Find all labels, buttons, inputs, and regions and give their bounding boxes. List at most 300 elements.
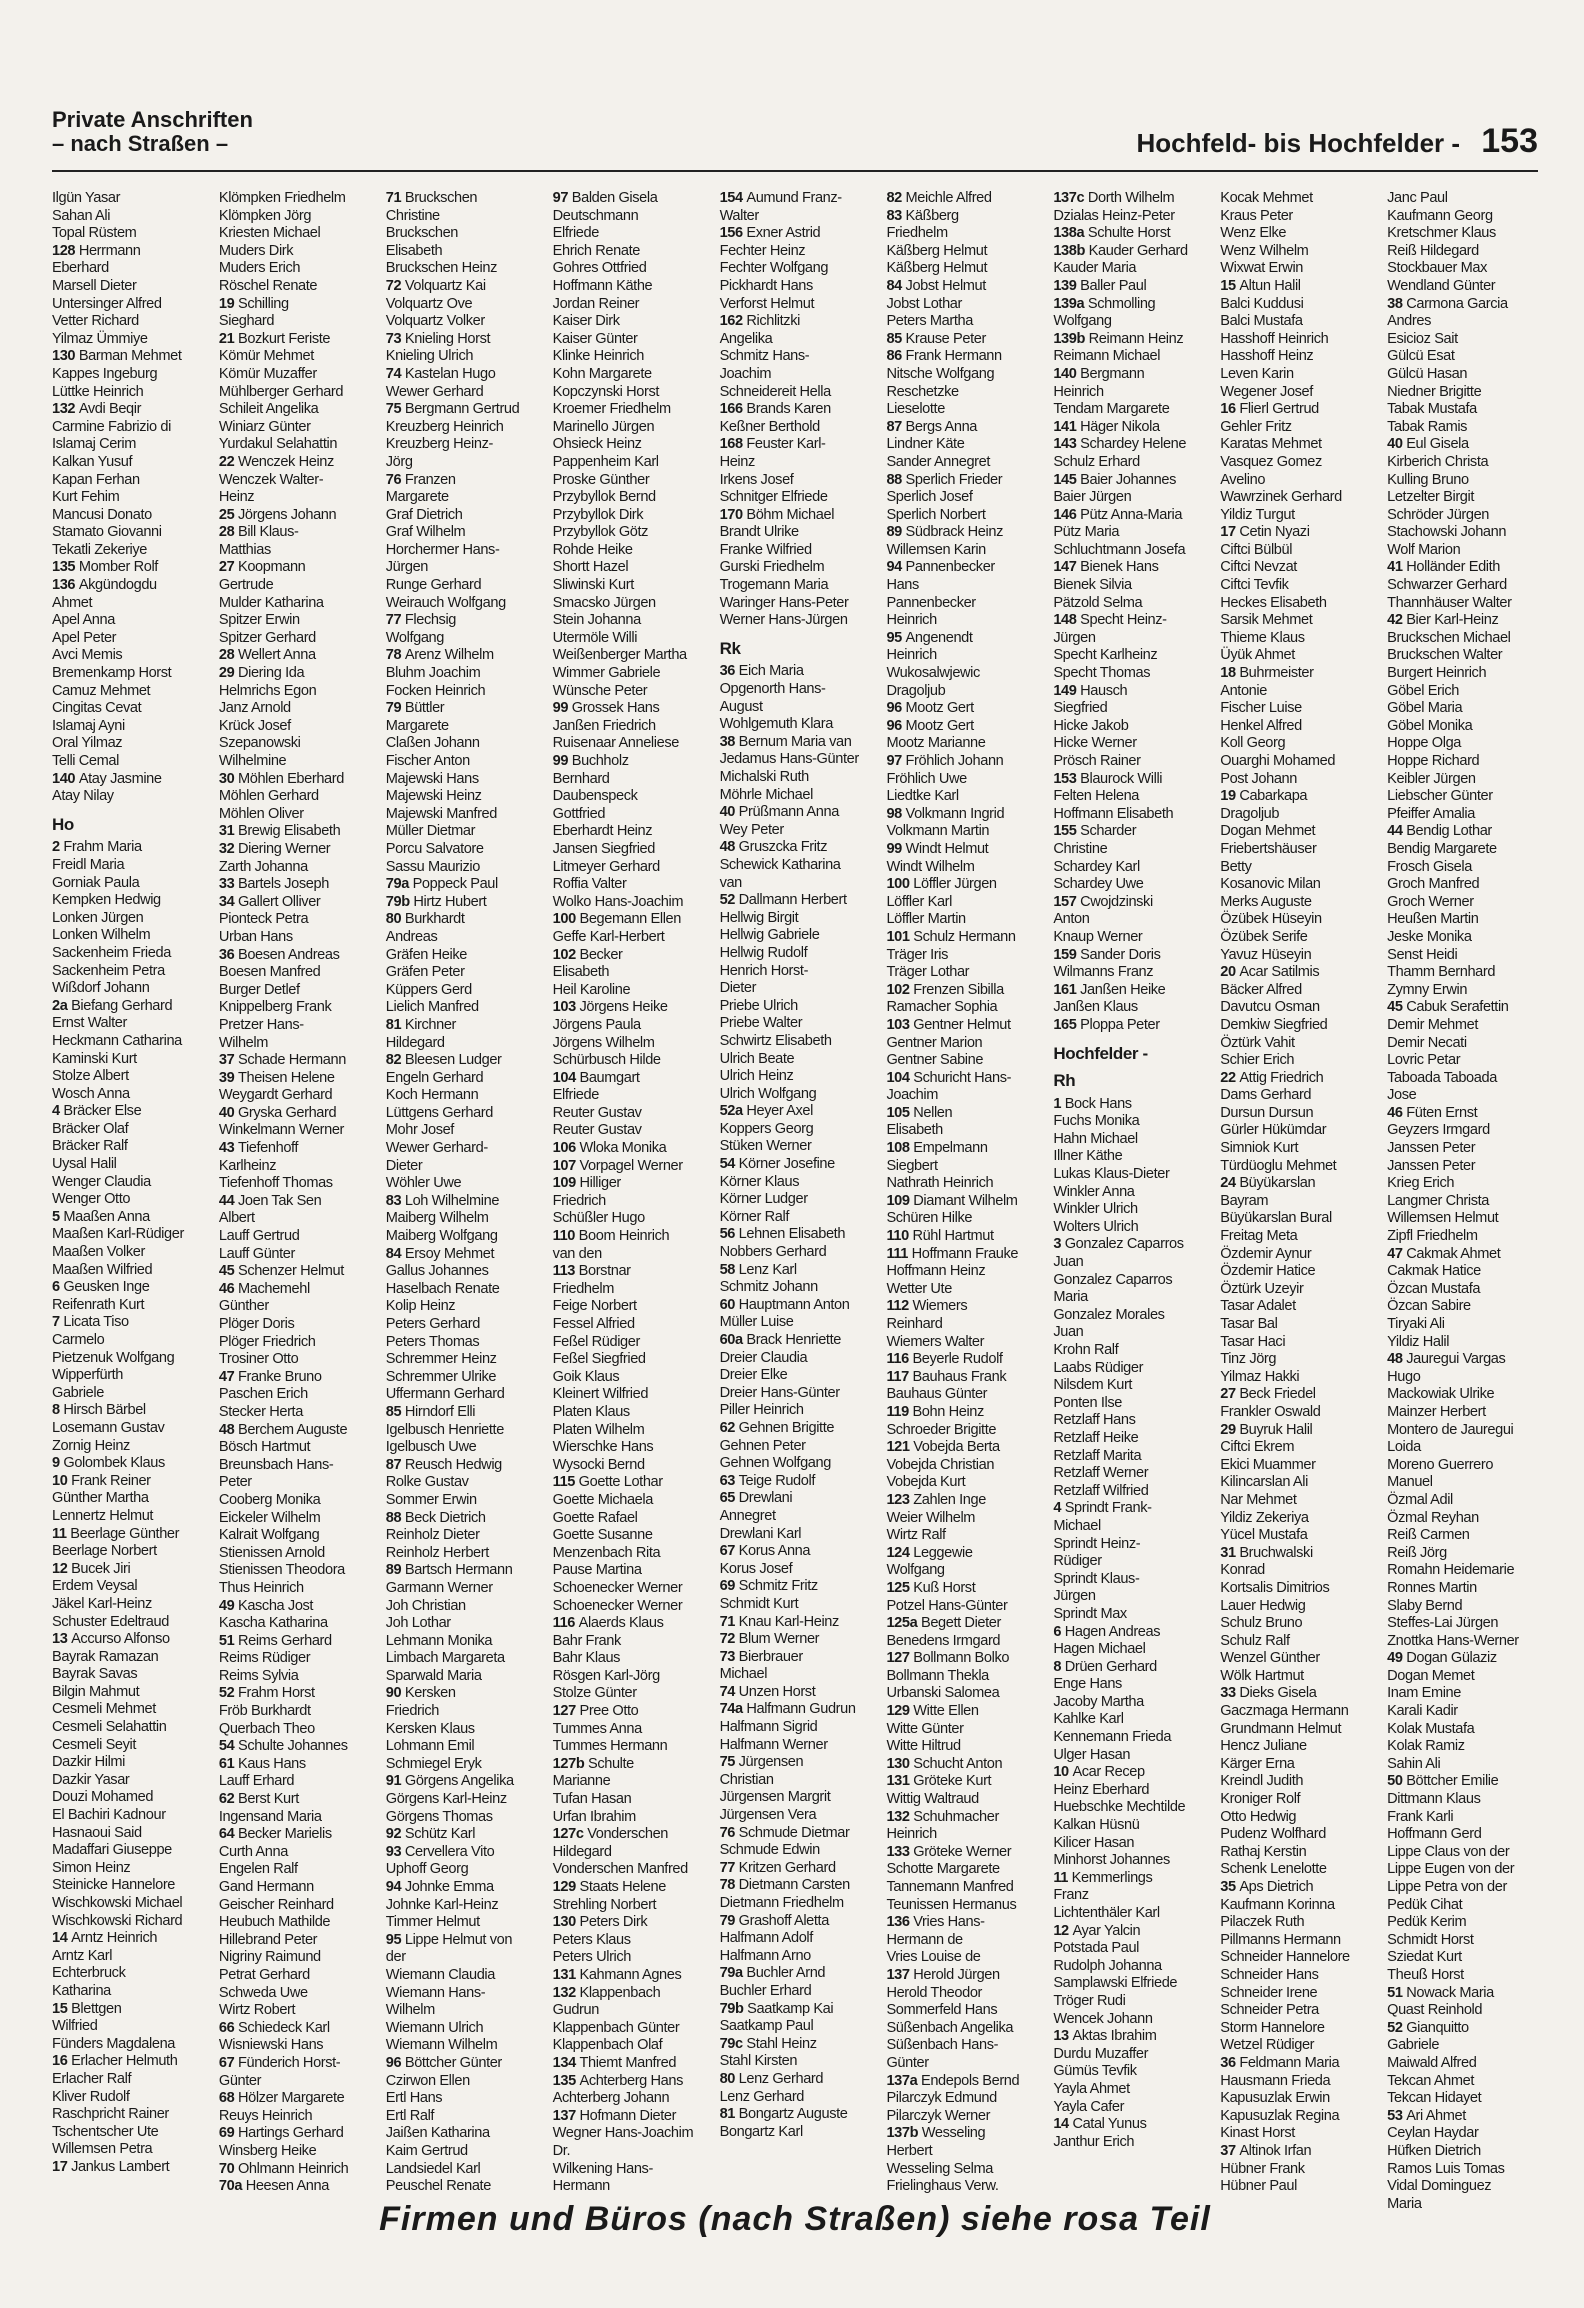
directory-entry: Drewlani Karl [719,1525,802,1542]
directory-entry: Stecker Herta [218,1403,303,1420]
directory-entry: 79 Grashoff Aletta [719,1912,829,1929]
directory-entry: Apel Anna [52,612,115,629]
directory-entry: Geyzers Irmgard [1387,1122,1490,1139]
directory-entry: Lielich Manfred [385,999,479,1016]
directory-entry: Janßen Friedrich [552,717,656,734]
directory-entry: Heckmann Catharina [52,1032,182,1049]
directory-entry: Cakmak Hatice [1387,1263,1481,1280]
directory-entry: 127 Bollmann Bolko [886,1650,1010,1667]
directory-entry: Shortt Hazel [552,559,629,576]
directory-entry: 127b Schulte Marianne [552,1755,634,1790]
directory-entry: Mancusi Donato [52,506,152,523]
directory-entry: Gräfen Peter [385,964,465,981]
directory-entry: Maiberg Wolfgang [385,1228,498,1245]
directory-entry: Özdemir Aynur [1220,1245,1312,1262]
directory-entry: Sackenheim Petra [52,962,165,979]
directory-entry: 12 Bucek Jiri [52,1560,131,1577]
directory-entry: Reschetzke Lieselotte [886,383,959,418]
directory-entry: Bahr Klaus [552,1650,621,1667]
directory-entry: 18 Buhrmeister Antonie [1220,665,1314,699]
directory-entry: 67 Fünderich Horst- Günter [218,2054,341,2089]
directory-entry: Peters Thomas [385,1333,480,1350]
directory-entry: Freitag Meta [1220,1228,1298,1245]
directory-entry: Mainzer Herbert [1387,1403,1486,1420]
directory-entry: Hencz Juliane [1220,1738,1307,1755]
directory-entry: Ouarghi Mohamed [1220,753,1336,769]
directory-entry: Schweda Uwe [218,1984,308,2001]
directory-entry: Pütz Maria [1053,524,1120,541]
directory-entry: Schwirtz Elisabeth [719,1032,832,1049]
directory-entry: Echterbruck Katharina [52,1965,126,1999]
directory-entry: 36 Feldmann Maria [1220,2054,1340,2071]
directory-entry: 14 Arntz Heinrich [52,1930,158,1947]
directory-entry: Przybyllok Dirk [552,506,644,523]
directory-entry: Kolak Mustafa [1387,1720,1475,1737]
footer-note: Firmen und Büros (nach Straßen) siehe rosa Teil [379,2200,1211,2238]
directory-entry: Atay Nilay [52,788,114,805]
directory-entry: Ulrich Wolfgang [719,1085,817,1102]
directory-entry: Wukosalwjewic Dragoljub [886,665,980,699]
directory-entry: Kalrait Wolfgang [218,1527,320,1544]
directory-entry: Storm Hannelore [1220,2019,1325,2036]
directory-entry: 125 Kuß Horst [886,1579,976,1596]
street-range: Hochfeld- bis Hochfelder - [1136,128,1461,158]
directory-entry: Käßberg Helmut [886,260,988,277]
directory-entry: Görgens Thomas [385,1808,493,1825]
directory-entry: 139b Reimann Heinz [1053,330,1184,347]
directory-entry: Igelbusch Uwe [385,1439,477,1456]
directory-entry: Groch Manfred [1387,876,1480,893]
directory-entry: 85 Hirndorf Elli [385,1403,476,1420]
directory-entry: 15 Blettgen Wilfried [52,2000,122,2035]
directory-entry: 49 Kascha Jost [218,1597,314,1614]
directory-entry: 132 Avdi Beqir [52,401,142,418]
directory-entry: Knippelberg Frank [218,999,332,1016]
directory-entry: Bösch Hartmut [218,1439,311,1456]
directory-column [1053,190,1220,2198]
directory-entry: 49 Dogan Gülaziz [1387,1650,1497,1667]
directory-entry: 60 Hauptmann Anton [719,1296,850,1313]
directory-entry: Lindner Käte [886,436,965,453]
directory-entry: 99 Buchholz Bernhard [552,753,629,787]
directory-entry: 136 Akgündogdu Ahmet [52,577,157,611]
directory-entry: Jörgens Wilhelm [552,1034,655,1051]
directory-entry: Czirwon Ellen [385,2072,470,2089]
directory-entry: Schneidereit Hella [719,383,831,400]
directory-entry: 80 Burkhardt Andreas [385,911,465,945]
directory-entry: Querbach Theo [218,1720,315,1737]
directory-entry: Kennemann Frieda [1053,1729,1172,1746]
directory-entry: Hicke Jakob [1053,717,1129,734]
directory-entry: 71 Bruckschen Christine [385,190,478,224]
directory-entry: Weier Wilhelm [886,1509,976,1526]
directory-column [1387,190,1554,2212]
directory-entry: 137c Dorth Wilhelm [1053,190,1175,206]
directory-entry: Lichtenthäler Karl [1053,1905,1160,1921]
directory-entry: Maiwald Alfred [1387,2054,1477,2071]
directory-entry: 31 Bruchwalski Konrad [1220,1544,1313,1579]
directory-entry: Slaby Bernd [1387,1597,1463,1614]
directory-entry: Sackenheim Frieda [52,944,171,961]
directory-entry: Davutcu Osman [1220,999,1320,1016]
directory-entry: Fischer Luise [1220,700,1302,717]
directory-entry: Thamm Bernhard [1387,964,1496,981]
directory-entry: Hoppe Olga [1387,735,1462,752]
directory-entry: Kreuzberg Heinrich [385,418,504,435]
directory-entry: Thannhäuser Walter [1387,594,1512,611]
directory-entry: Igelbusch Henriette [385,1421,504,1438]
directory-entry: Heil Karoline [552,981,631,998]
directory-entry: Schmidt Horst [1387,1931,1474,1948]
directory-entry: Schwarzer Gerhard [1387,577,1507,594]
directory-entry: 98 Volkmann Ingrid [886,805,1005,822]
directory-entry: Majewski Hans [385,770,479,787]
directory-entry: Tabak Mustafa [1387,401,1477,418]
directory-entry: 38 Bernum Maria van [719,733,852,750]
directory-entry: Ceylan Haydar [1387,2125,1479,2142]
directory-entry: Yilmaz Ümmiye [52,330,148,347]
directory-entry: Durdu Muzaffer [1053,2045,1149,2062]
directory-entry: Wewer Gerhard [385,383,484,400]
directory-entry: Stamato Giovanni [52,524,162,541]
directory-entry: Achterberg Johann [552,2090,670,2107]
directory-entry: 65 Drewlani Annegret [719,1490,793,1524]
directory-entry: Krohn Ralf [1053,1342,1119,1358]
directory-entry: Sliwinski Kurt [552,577,634,594]
directory-entry: 40 Prüßmann Anna [719,804,839,821]
directory-entry: Janssen Peter [1387,1157,1476,1174]
directory-entry: Schremmer Ulrike [385,1368,497,1385]
directory-entry: 116 Alaerds Klaus [552,1615,664,1632]
directory-entry: 76 Schmude Dietmar [719,1824,850,1841]
directory-entry: Joh Lothar [385,1615,451,1632]
directory-entry: Halfmann Adolf [719,1930,813,1947]
directory-entry: 79a Buchler Arnd [719,1965,826,1982]
directory-entry: 48 Gruszcka Fritz [719,839,828,856]
directory-entry: Spitzer Erwin [218,612,300,629]
directory-entry: Untersinger Alfred [52,295,162,312]
directory-entry: Reiß Carmen [1387,1527,1470,1544]
directory-entry: Leven Karin [1220,365,1294,382]
directory-entry: Szepanowski Wilhelmine [218,735,301,769]
directory-entry: Madaffari Giuseppe [52,1842,172,1859]
directory-entry: 140 Bergmann Heinrich [1053,365,1145,400]
directory-entry: 38 Carmona Garcia Andres [1387,295,1508,330]
directory-entry: 70 Ohlmann Heinrich [218,2160,349,2177]
directory-entry: Wenger Claudia [52,1173,151,1190]
directory-entry: Nar Mehmet [1220,1491,1297,1508]
directory-entry: Bräcker Olaf [52,1120,129,1137]
directory-entry: Ohsieck Heinz [552,436,642,453]
directory-entry: Oral Yilmaz [52,735,123,752]
directory-entry: 154 Aumund Franz- Walter [719,190,842,224]
directory-entry: Irkens Josef [719,471,794,488]
directory-entry: Zymny Erwin [1387,981,1468,998]
directory-entry: Käßberg Helmut [886,242,988,259]
directory-entry: Schüßler Hugo [552,1210,645,1227]
directory-entry: Franke Wilfried [719,541,812,558]
directory-entry: 62 Berst Kurt [218,1791,299,1808]
directory-entry: 9 Golombek Klaus [52,1455,165,1472]
directory-entry: Frankler Oswald [1220,1403,1321,1420]
directory-entry: Halfmann Arno [719,1947,811,1964]
directory-entry: Retzlaff Wilfried [1053,1482,1149,1499]
directory-entry: Sarsik Mehmet [1220,612,1313,629]
directory-entry: Reuter Gustav [552,1104,642,1121]
directory-entry: Volkmann Martin [886,823,990,840]
directory-entry: Jürgensen Vera [719,1807,817,1824]
directory-entry: Hahn Michael [1053,1130,1138,1147]
section-title [52,108,253,156]
directory-entry: Willemsen Helmut [1387,1210,1499,1227]
directory-entry: 66 Schiedeck Karl [218,2019,330,2036]
directory-column [219,190,386,2198]
directory-entry: 52 Dallmann Herbert [719,892,847,909]
directory-entry: 2 Frahm Maria [52,839,142,856]
directory-entry: 47 Cakmak Ahmet [1387,1245,1501,1262]
directory-entry: Schremmer Heinz [385,1351,497,1368]
directory-entry: Büyükarslan Bural [1220,1210,1332,1227]
directory-entry: Wolters Ulrich [1053,1218,1139,1235]
directory-entry: Urbanski Salomea [886,1685,1000,1702]
directory-entry: Gorniak Paula [52,874,140,891]
directory-entry: Wißdorf Johann [52,980,150,997]
directory-entry: Letzelter Birgit [1387,489,1475,506]
directory-entry: Nitsche Wolfgang [886,365,995,382]
directory-entry: Krück Josef [218,717,291,734]
directory-entry: 102 Becker Elisabeth [552,946,623,981]
directory-entry: 17 Cetin Nyazi [1220,524,1310,541]
directory-entry: Thieme Klaus [1220,629,1305,646]
directory-entry: Halfmann Werner [719,1736,828,1753]
directory-entry: Gonzalez Caparros Maria [1053,1271,1173,1306]
directory-entry: 155 Scharder Christine [1053,823,1137,857]
directory-entry: 28 Bill Klaus- Matthias [218,524,299,558]
directory-entry: Bienek Silvia [1053,577,1132,594]
directory-entry: Inam Emine [1387,1685,1461,1702]
directory-entry: Eberhardt Heinz [552,823,653,840]
directory-entry: Mühlberger Gerhard [218,383,344,400]
directory-entry: Gülcü Hasan [1387,365,1468,382]
directory-entry: Gümüs Tevfik [1053,2063,1137,2080]
directory-entry: 17 Jankus Lambert [52,2158,170,2175]
directory-entry: Kilincarslan Ali [1220,1474,1308,1491]
directory-entry: Ciftci Nevzat [1220,559,1297,576]
directory-entry: 131 Gröteke Kurt [886,1773,992,1790]
directory-entry: 5 Maaßen Anna [52,1208,150,1225]
directory-entry: 8 Hirsch Bärbel [52,1402,146,1419]
directory-entry: Spitzer Gerhard [218,629,316,646]
directory-entry: 53 Ari Ahmet [1387,2107,1466,2124]
directory-entry: Wischkowski Richard [52,1912,183,1929]
directory-column [720,190,887,2198]
directory-entry: Jedamus Hans-Günter [719,751,859,768]
directory-entry: Maaßen Karl-Rüdiger [52,1226,184,1243]
directory-entry: Reims Sylvia [218,1667,299,1684]
directory-entry: 73 Bierbrauer Michael [719,1648,803,1683]
directory-entry: Ramos Luis Tomas [1387,2160,1505,2177]
directory-entry: Mootz Marianne [886,735,986,752]
directory-entry: Schardey Karl [1053,858,1140,875]
directory-entry: Potzel Hans-Günter [886,1597,1008,1614]
directory-entry: Vonderschen Manfred [552,1861,688,1878]
directory-column [52,190,219,2198]
directory-entry: Buchler Erhard [719,1982,812,1999]
directory-entry: 125a Begett Dieter [886,1615,1001,1632]
directory-entry: Hübner Paul [1220,2178,1297,2195]
directory-entry: Winsberg Heike [218,2142,317,2159]
directory-entry: Feßel Rüdiger [552,1333,640,1350]
directory-entry: Görgens Karl-Heinz [385,1791,507,1808]
directory-entry: Tiefenhoff Thomas [218,1175,333,1192]
directory-entry: Wewer Gerhard- Dieter [385,1140,488,1174]
directory-entry: Dazkir Yasar [52,1771,130,1788]
directory-entry: 113 Borstnar Friedhelm [552,1263,631,1297]
directory-entry: 56 Lehnen Elisabeth [719,1226,846,1243]
directory-entry: Stein Johanna [552,612,641,629]
directory-entry: Nigriny Raimund [218,1949,321,1966]
directory-entry: Kriesten Michael [218,225,321,242]
directory-entry: Ernst Walter [52,1015,127,1032]
directory-entry: Simniok Kurt [1220,1140,1299,1157]
directory-entry: El Bachiri Kadnour [52,1807,166,1824]
directory-column [553,190,720,2198]
directory-entry: Reiß Jörg [1387,1544,1447,1561]
directory-entry: 133 Gröteke Werner [886,1843,1012,1860]
directory-entry: Gräfen Heike [385,946,467,963]
directory-entry: Pannenbecker Heinrich [886,594,976,629]
directory-entry: Jansen Siegfried [552,840,655,857]
directory-entry: Hausmann Frieda [1220,2072,1331,2089]
directory-entry: Islamaj Cerim [52,436,136,453]
directory-entry: 72 Blum Werner [719,1631,820,1648]
directory-entry: Kaufmann Georg [1387,207,1493,224]
directory-entry: Douzi Mohamed [52,1789,154,1806]
directory-entry: Reims Rüdiger [218,1650,311,1667]
directory-entry: Ulrich Beate [719,1050,795,1067]
directory-entry: Dittmann Klaus [1387,1791,1481,1808]
directory-entry: Winkler Anna [1053,1183,1135,1200]
directory-entry: Gohres Ottfried [552,260,647,277]
directory-entry: 29 Buyruk Halil [1220,1421,1313,1438]
directory-entry: Lehmann Monika [385,1632,493,1649]
section-heading: Rh [1053,1071,1076,1091]
directory-entry: 75 Jürgensen Christian [719,1754,804,1788]
directory-entry: Joh Christian [385,1597,466,1614]
directory-entry: Wilkening Hans- Hermann [552,2160,653,2195]
directory-entry: 19 Schilling Sieghard [218,295,289,330]
directory-entry: Prösch Rainer [1053,753,1141,769]
directory-entry: Pilarczyk Edmund [886,2090,997,2107]
directory-entry: Saatkamp Paul [719,2018,814,2035]
directory-entry: 106 Wloka Monika [552,1140,667,1157]
directory-entry: Körner Ludger [719,1191,808,1208]
directory-entry: 3 Gonzalez Caparros Juan [1053,1236,1184,1271]
directory-entry: Feßel Siegfried [552,1351,646,1368]
directory-entry: Tannemann Manfred [886,1879,1014,1895]
section-heading: Ho [52,814,74,834]
directory-entry: Sander Annegret [886,453,990,470]
directory-entry: 78 Dietmann Carsten [719,1877,850,1894]
directory-entry: Kappes Ingeburg [52,365,158,382]
directory-entry: Bayrak Savas [52,1666,138,1683]
directory-entry: Schulz Ralf [1220,1632,1290,1649]
directory-entry: Schluchtmann Josefa [1053,541,1186,558]
directory-entry: 127c Vonderschen Hildegard [552,1826,668,1860]
directory-entry: Fischer Anton [385,753,470,769]
directory-entry: 46 Machemehl Günther [218,1280,310,1315]
directory-entry: Pätzold Selma [1053,594,1143,611]
directory-entry: Träger Lothar [886,964,970,981]
directory-entry: Hoffmann Elisabeth [1053,805,1174,822]
directory-entry: 45 Cabuk Serafettin [1387,999,1509,1016]
directory-entry: Ruisenaar Anneliese [552,735,679,752]
directory-entry: 16 Erlacher Helmuth [52,2053,178,2070]
directory-entry: 97 Fröhlich Johann [886,753,1004,769]
directory-entry: Möhlen Gerhard [218,788,319,805]
directory-entry: Paschen Erich [218,1386,308,1403]
directory-entry: Ramacher Sophia [886,999,998,1016]
directory-entry: 85 Krause Peter [886,330,986,347]
directory-entry: Mackowiak Ulrike [1387,1386,1495,1403]
directory-entry: Sprindt Klaus- Jürgen [1053,1570,1140,1605]
directory-entry: Verforst Helmut [719,295,815,312]
directory-entry: Kalkan Hüsnü [1053,1817,1140,1834]
directory-entry: Laabs Rüdiger [1053,1359,1144,1376]
directory-entry: Urban Hans [218,928,293,945]
directory-entry: Nilsdem Kurt [1053,1377,1133,1394]
directory-entry: Pilaczek Ruth [1220,1914,1305,1931]
directory-entry: 93 Cervellera Vito [385,1843,495,1860]
directory-entry: Uffermann Gerhard [385,1386,505,1403]
directory-entry: 47 Franke Bruno [218,1368,322,1385]
directory-entry: Vetter Richard [52,313,139,330]
directory-entry: Jürgensen Margrit [719,1789,831,1806]
directory-entry: Lennertz Helmut [52,1507,154,1524]
directory-entry: 52 Frahm Horst [218,1685,315,1702]
directory-entry: Burgert Heinrich [1387,665,1487,682]
directory-entry: Sperlich Josef [886,489,973,506]
directory-entry: Reiß Hildegard [1387,242,1479,259]
directory-entry: Liedtke Karl [886,788,959,805]
directory-entry: Hasshoff Heinz [1220,348,1314,365]
directory-entry: Jörgens Paula [552,1016,641,1033]
directory-entry: Avci Memis [52,647,123,664]
directory-entry: Göbel Monika [1387,717,1473,734]
directory-entry: Schneider Hans [1220,1966,1319,1983]
directory-entry: 10 Acar Recep [1053,1764,1145,1781]
directory-entry: Urfan Ibrahim [552,1808,636,1825]
directory-entry: Cesmeli Selahattin [52,1719,167,1736]
directory-entry: Peters Klaus [552,1931,631,1948]
directory-entry: Özdemir Hatice [1220,1263,1316,1280]
directory-entry: Carmine Fabrizio di [52,418,171,435]
directory-entry: Kretschmer Klaus [1387,225,1496,242]
directory-entry: Liebscher Günter [1387,788,1493,805]
directory-entry: Knaup Werner [1053,928,1143,945]
directory-entry: Simon Heinz [52,1859,131,1876]
directory-entry: Bruckschen Elisabeth [385,225,459,259]
directory-entry: Pickhardt Hans [719,277,813,294]
directory-entry: Süßenbach Angelika [886,2019,1014,2036]
directory-entry: Schoenecker Werner [552,1597,683,1614]
directory-entry: Yavuz Hüseyin [1220,946,1312,963]
directory-entry: Kulling Bruno [1387,471,1469,488]
directory-entry: 136 Vries Hans- Hermann de [886,1914,985,1948]
directory-entry: Wiemann Hans- Wilhelm [385,1984,486,2019]
directory-entry: Yayla Ahmet [1053,2080,1130,2097]
directory-entry: Jeske Monika [1387,928,1472,945]
